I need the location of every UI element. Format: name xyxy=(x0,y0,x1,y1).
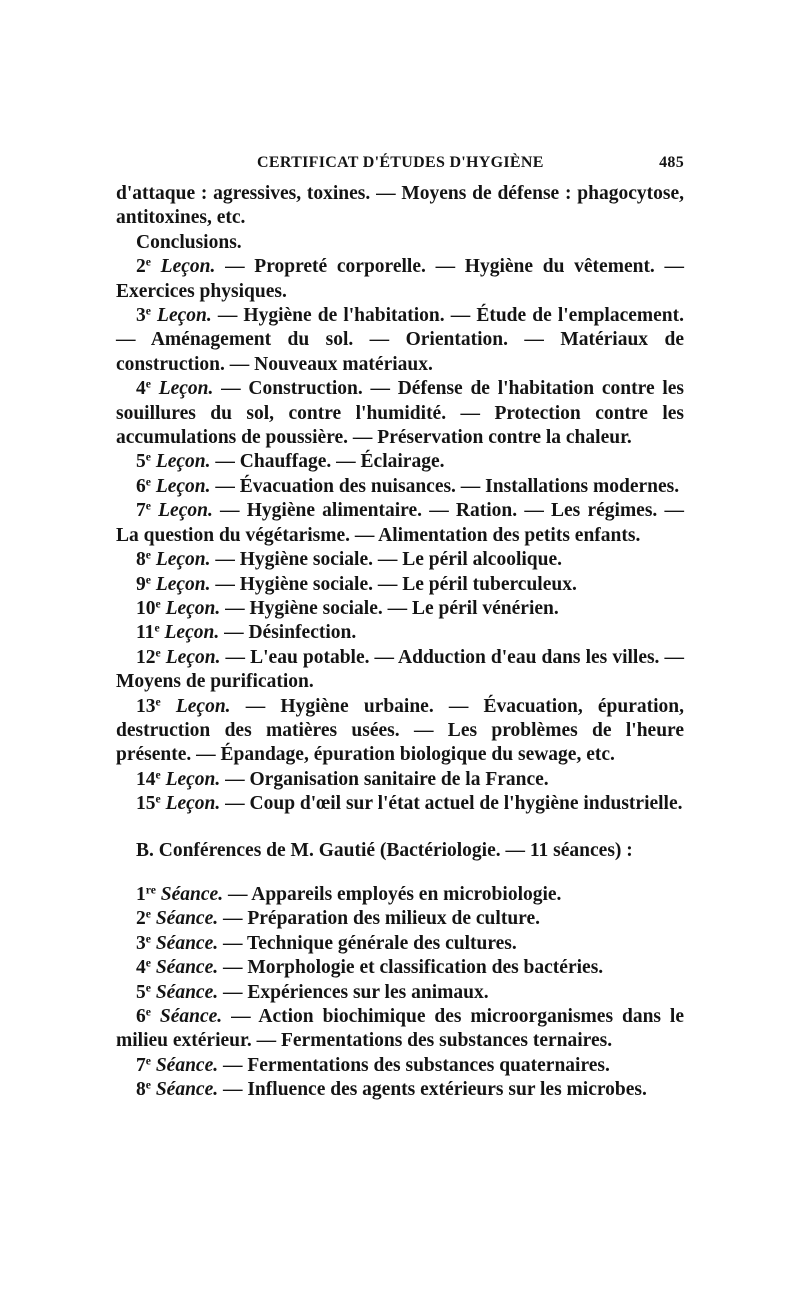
lecon-item xyxy=(116,255,684,304)
lecon-text: — Coup d'œil sur l'état actuel de l'hygiène industrielle. xyxy=(225,793,683,815)
lecon-number: 10 xyxy=(136,597,156,619)
page-number: 485 xyxy=(659,154,684,171)
lecon-number: 4 xyxy=(136,378,146,400)
lecon-text: — Hygiène sociale. — Le péril vénérien. xyxy=(225,597,559,619)
seance-text: — Action biochimique des microorganismes dans le milieu extérieur. — Fermentations des substances ternaires. xyxy=(116,1006,684,1052)
lecon-text: — Désinfection. xyxy=(224,622,357,644)
seance-label: Séance. xyxy=(155,932,219,954)
lecon-text: — Chauffage. — Éclairage. xyxy=(215,451,445,473)
lecon-item xyxy=(116,597,684,621)
lecon-item xyxy=(116,768,684,792)
seance-label: Séance. xyxy=(155,1079,219,1101)
lecon-label: Leçon. xyxy=(165,768,221,790)
seance-label: Séance. xyxy=(155,908,219,930)
lecon-text: — Hygiène sociale. — Le péril tuberculeux. xyxy=(215,573,577,595)
lecon-text: — Organisation sanitaire de la France. xyxy=(225,768,549,790)
lecon-text: — Propreté corporelle. — Hygiène du vêtement. — Exercices physiques. xyxy=(116,256,685,302)
lecon-text: — Évacuation des nuisances. — Installations modernes. xyxy=(215,475,680,497)
seance-item xyxy=(116,932,684,956)
seance-label: Séance. xyxy=(155,957,219,979)
ordinal-suffix: e xyxy=(155,646,161,660)
seance-item xyxy=(116,956,684,980)
ordinal-suffix: e xyxy=(145,1078,151,1092)
lecon-text: — L'eau potable. — Adduction d'eau dans les villes. — Moyens de purification. xyxy=(116,646,685,693)
lecon-label: Leçon. xyxy=(155,451,211,473)
lecon-number: 7 xyxy=(136,500,146,522)
lecon-number: 9 xyxy=(136,573,146,595)
section-b-heading: B. Conférences de M. Gautié (Bactériologie. — 11 séances) : xyxy=(136,839,633,861)
lecon-item xyxy=(116,475,684,499)
seance-list xyxy=(116,883,684,1103)
lecon-label: Leçon. xyxy=(165,646,221,668)
seance-text: — Expériences sur les animaux. xyxy=(222,981,489,1003)
lecon-number: 5 xyxy=(136,451,146,473)
ordinal-suffix: e xyxy=(145,499,151,513)
seance-number: 1 xyxy=(136,883,146,905)
ordinal-suffix: e xyxy=(145,475,151,489)
ordinal-suffix: e xyxy=(155,768,161,782)
seance-text: — Morphologie et classification des bactéries. xyxy=(222,957,604,979)
lecon-text: — Hygiène de l'habitation. — Étude de l'emplacement. — Aménagement du sol. — Orientation. — Matériaux de construction. — Nouveaux matériaux. xyxy=(116,305,685,375)
ordinal-suffix: re xyxy=(145,883,156,897)
lecon-number: 12 xyxy=(136,646,156,668)
lecon-number: 3 xyxy=(136,305,146,327)
lecon-item xyxy=(116,792,684,816)
seance-item xyxy=(116,1078,684,1102)
ordinal-suffix: e xyxy=(145,956,151,970)
lecon-text: — Construction. — Défense de l'habitation contre les souillures du sol, contre l'humidité. — Protection contre les accumulations de poussière. — Préservation contre la chaleur. xyxy=(116,378,685,449)
seance-text: — Influence des agents extérieurs sur les microbes. xyxy=(222,1079,647,1101)
seance-item xyxy=(116,1005,684,1054)
continuation-paragraph: d'attaque : agressives, toxines. — Moyens de défense : phagocytose, antitoxines, etc. xyxy=(116,183,684,229)
lecon-number: 13 xyxy=(136,695,156,717)
lecon-label: Leçon. xyxy=(160,256,216,278)
seance-item xyxy=(116,1054,684,1078)
lecon-item xyxy=(116,450,684,474)
seance-item xyxy=(116,981,684,1005)
seance-label: Séance. xyxy=(155,1054,219,1076)
lecon-label: Leçon. xyxy=(155,549,211,571)
lecon-number: 6 xyxy=(136,475,146,497)
ordinal-suffix: e xyxy=(145,981,151,995)
lecon-number: 8 xyxy=(136,549,146,571)
lecon-text: — Hygiène alimentaire. — Ration. — Les régimes. — La question du végétarisme. — Alimentation des petits enfants. xyxy=(116,500,685,546)
seance-text: — Appareils employés en microbiologie. xyxy=(227,883,562,905)
lecon-number: 2 xyxy=(136,256,146,278)
seance-number: 8 xyxy=(136,1079,146,1101)
running-title: CERTIFICAT D'ÉTUDES D'HYGIÈNE xyxy=(257,154,544,171)
ordinal-suffix: e xyxy=(145,1054,151,1068)
lecon-label: Leçon. xyxy=(175,695,231,717)
seance-number: 7 xyxy=(136,1054,146,1076)
lecon-label: Leçon. xyxy=(155,573,211,595)
ordinal-suffix: e xyxy=(145,304,151,318)
lecon-label: Leçon. xyxy=(165,597,221,619)
lecon-item xyxy=(116,695,684,768)
lecon-item xyxy=(116,621,684,645)
seance-number: 3 xyxy=(136,932,146,954)
lecon-item xyxy=(116,499,684,548)
seance-number: 2 xyxy=(136,908,146,930)
lecon-label: Leçon. xyxy=(158,500,213,522)
lecon-number: 14 xyxy=(136,768,156,790)
ordinal-suffix: e xyxy=(145,1005,151,1019)
lecon-item xyxy=(116,646,684,695)
lecon-item xyxy=(116,304,684,377)
seance-text: — Fermentations des substances quaternaires. xyxy=(222,1054,610,1076)
ordinal-suffix: e xyxy=(154,621,160,635)
seance-label: Séance. xyxy=(155,981,219,1003)
ordinal-suffix: e xyxy=(155,792,161,806)
ordinal-suffix: e xyxy=(145,451,151,465)
ordinal-suffix: e xyxy=(155,597,161,611)
seance-text: — Préparation des milieux de culture. xyxy=(222,908,540,930)
ordinal-suffix: e xyxy=(145,932,151,946)
seance-item xyxy=(116,883,684,907)
ordinal-suffix: e xyxy=(145,255,151,269)
lecon-item xyxy=(116,377,684,450)
conclusions-line: Conclusions. xyxy=(136,231,242,253)
seance-item xyxy=(116,907,684,931)
ordinal-suffix: e xyxy=(145,573,151,587)
running-header xyxy=(115,154,684,178)
lecon-label: Leçon. xyxy=(157,305,212,327)
seance-number: 6 xyxy=(136,1006,146,1027)
page-body xyxy=(116,182,684,1103)
section-spacer xyxy=(116,863,684,883)
lecon-number: 15 xyxy=(136,793,156,815)
lecon-list xyxy=(116,255,684,816)
seance-number: 5 xyxy=(136,981,146,1003)
ordinal-suffix: e xyxy=(145,548,151,562)
ordinal-suffix: e xyxy=(155,695,161,709)
lecon-item xyxy=(116,548,684,572)
lecon-label: Leçon. xyxy=(158,378,214,400)
seance-label: Séance. xyxy=(159,1006,223,1027)
seance-number: 4 xyxy=(136,957,146,979)
ordinal-suffix: e xyxy=(145,377,151,391)
lecon-label: Leçon. xyxy=(155,475,211,497)
lecon-label: Leçon. xyxy=(164,622,220,644)
section-spacer xyxy=(116,817,684,839)
ordinal-suffix: e xyxy=(145,907,151,921)
lecon-text: — Hygiène sociale. — Le péril alcoolique. xyxy=(215,549,563,571)
seance-label: Séance. xyxy=(160,883,224,905)
lecon-number: 11 xyxy=(136,622,155,644)
lecon-item xyxy=(116,573,684,597)
lecon-label: Leçon. xyxy=(165,793,221,815)
lecon-text: — Hygiène urbaine. — Évacuation, épuration, destruction des matières usées. — Les problèmes de l'heure présente. — Épandage, épuration biologique du sewage, etc. xyxy=(116,695,684,766)
seance-text: — Technique générale des cultures. xyxy=(222,932,517,954)
